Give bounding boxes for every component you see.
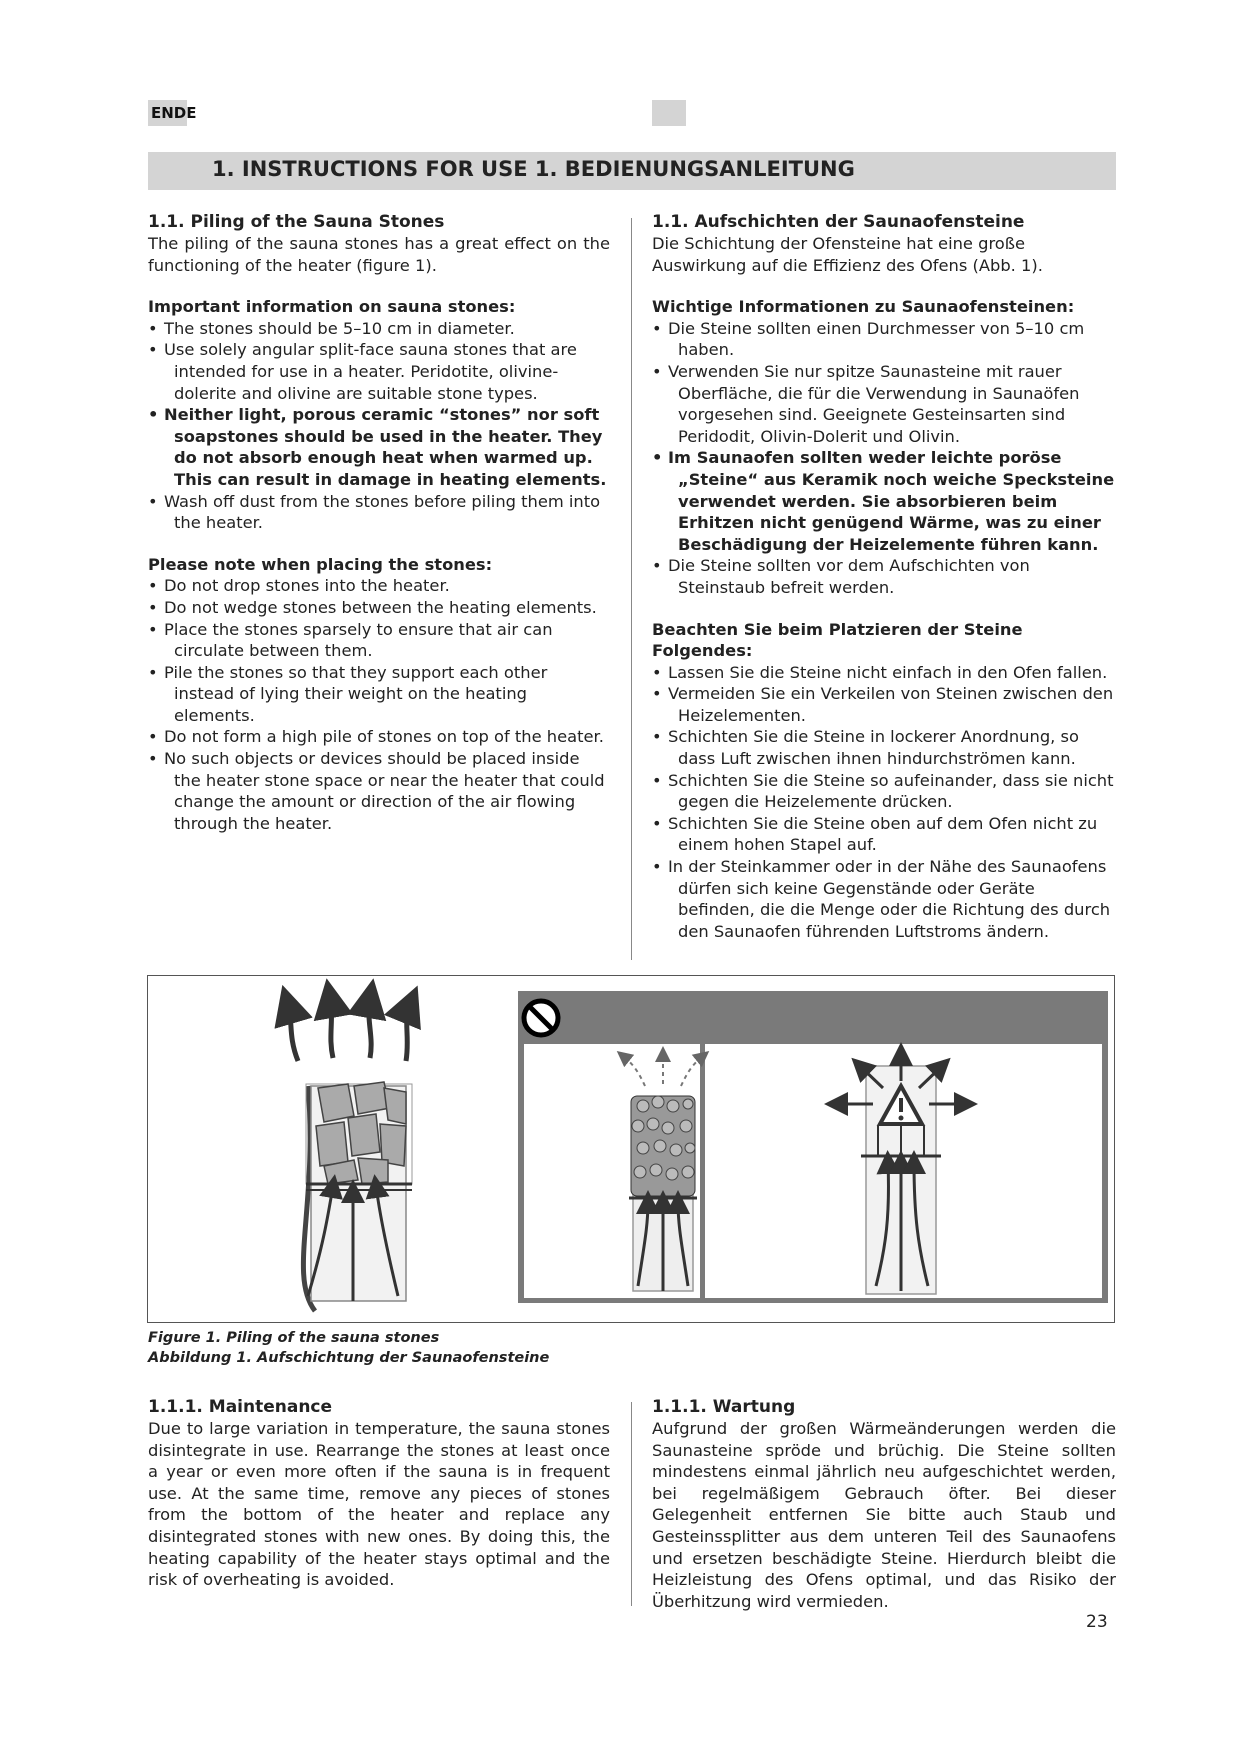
list-item: • Do not drop stones into the heater.	[148, 575, 610, 597]
list-item: • Vermeiden Sie ein Verkeilen von Steinen zwischen den Heizelementen.	[652, 683, 1116, 726]
german-column	[652, 211, 1116, 942]
page-title: 1. INSTRUCTIONS FOR USE 1. BEDIENUNGSANLEITUNG	[212, 157, 855, 181]
figure-caption-de: Abbildung 1. Aufschichtung der Saunaofensteine	[148, 1350, 550, 1366]
list-item: • No such objects or devices should be placed inside the heater stone space or near the heater that could change the amount or direction of the air flowing through the heater.	[148, 748, 610, 834]
list-item: • Schichten Sie die Steine so aufeinander, dass sie nicht gegen die Heizelemente drücken.	[652, 770, 1116, 813]
list-item: • Use solely angular split-face sauna stones that are intended for use in a heater. Peridotite, olivine-dolerite and olivine are suitable stone types.	[148, 339, 610, 404]
list-item: • Schichten Sie die Steine oben auf dem Ofen nicht zu einem hohen Stapel auf.	[652, 813, 1116, 856]
list-item: • Wash off dust from the stones before piling them into the heater.	[148, 491, 610, 534]
maintenance-text-en: Due to large variation in temperature, the sauna stones disintegrate in use. Rearrange the stones at least once a year or even more often if the sauna is in frequent use. At the same time, remove any pieces of stones from the bottom of the heater and replace any disintegrated stones with new ones. By doing this, the heating capability of the heater stays optimal and the risk of overheating is avoided.	[148, 1419, 610, 1590]
list-item: • The stones should be 5–10 cm in diameter.	[148, 318, 610, 340]
list-item: • Neither light, porous ceramic “stones” nor soft soapstones should be used in the heater. They do not absorb enough heat when warmed up. This can result in damage in heating elements.	[148, 404, 610, 490]
language-code: ENDE	[148, 100, 187, 126]
section-heading-de: 1.1. Aufschichten der Saunaofensteine	[652, 212, 1025, 232]
important-list-en	[148, 318, 610, 534]
placing-list-en	[148, 575, 610, 834]
placing-list-de	[652, 662, 1116, 943]
column-divider	[631, 1402, 632, 1606]
list-item: • Place the stones sparsely to ensure that air can circulate between them.	[148, 619, 610, 662]
maintenance-text-de: Aufgrund der großen Wärmeänderungen werden die Saunasteine spröde und brüchig. Die Steine sollten mindestens einmal jährlich neu aufgeschichtet werden, bei regelmäßigem Gebrauch öfter. Bei dieser Gelegenheit entfernen Sie bitte auch Staub und Gesteinssplitter aus dem unteren Teil des Saunaofens und ersetzen beschädigte Steine. Hierdurch bleibt die Heizleistung des Ofens optimal, und das Risiko der Überhitzung wird vermieden.	[652, 1419, 1116, 1611]
page-number: 23	[1086, 1612, 1108, 1632]
important-heading-de: Wichtige Informationen zu Saunaofensteinen:	[652, 297, 1075, 317]
section-heading-en: 1.1. Piling of the Sauna Stones	[148, 212, 445, 232]
list-item: • Im Saunaofen sollten weder leichte poröse „Steine“ aus Keramik noch weiche Specksteine verwendet werden. Sie absorbieren beim Erhitzen nicht genügend Wärme, was zu einer Beschädigung der Heizelemente führen kann.	[652, 447, 1116, 555]
intro-de: Die Schichtung der Ofensteine hat eine große Auswirkung auf die Effizienz des Ofens (Abb. 1).	[652, 234, 1043, 275]
maintenance-en	[148, 1396, 610, 1591]
figure-caption	[148, 1328, 549, 1368]
figure-1	[147, 975, 1115, 1323]
list-item: • Do not wedge stones between the heating elements.	[148, 597, 610, 619]
list-item: • In der Steinkammer oder in der Nähe des Saunaofens dürfen sich keine Gegenstände oder Geräte befinden, die die Menge oder die Richtung des durch den Saunaofen führenden Luftstroms ändern.	[652, 856, 1116, 942]
figure-illustration	[148, 976, 1114, 1322]
placing-heading-en: Please note when placing the stones:	[148, 554, 493, 574]
figure-caption-en: Figure 1. Piling of the sauna stones	[148, 1330, 440, 1346]
important-list-de	[652, 318, 1116, 599]
list-item: • Do not form a high pile of stones on top of the heater.	[148, 726, 610, 748]
list-item: • Die Steine sollten einen Durchmesser von 5–10 cm haben.	[652, 318, 1116, 361]
intro-en: The piling of the sauna stones has a great effect on the functioning of the heater (figure 1).	[148, 234, 610, 275]
list-item: • Verwenden Sie nur spitze Saunasteine mit rauer Oberfläche, die für die Verwendung in Saunaöfen vorgesehen sind. Geeignete Gesteinsarten sind Peridodit, Olivin-Dolerit und Olivin.	[652, 361, 1116, 447]
maintenance-heading-de: 1.1.1. Wartung	[652, 1397, 796, 1417]
list-item: • Die Steine sollten vor dem Aufschichten von Steinstaub befreit werden.	[652, 555, 1116, 598]
correct-heater-drawing	[288, 998, 412, 1311]
prohibited-icon	[524, 1001, 558, 1035]
list-item: • Lassen Sie die Steine nicht einfach in den Ofen fallen.	[652, 662, 1116, 684]
column-divider	[631, 218, 632, 960]
list-item: • Pile the stones so that they support each other instead of lying their weight on the heating elements.	[148, 662, 610, 727]
placing-heading-de: Beachten Sie beim Platzieren der Steine Folgendes:	[652, 619, 1023, 661]
important-heading-en: Important information on sauna stones:	[148, 297, 516, 317]
english-column	[148, 211, 610, 834]
list-item: • Schichten Sie die Steine in lockerer Anordnung, so dass Luft zwischen ihnen hindurchströmen kann.	[652, 726, 1116, 769]
maintenance-heading-en: 1.1.1. Maintenance	[148, 1397, 333, 1417]
maintenance-de	[652, 1396, 1116, 1612]
language-marker	[652, 100, 686, 126]
